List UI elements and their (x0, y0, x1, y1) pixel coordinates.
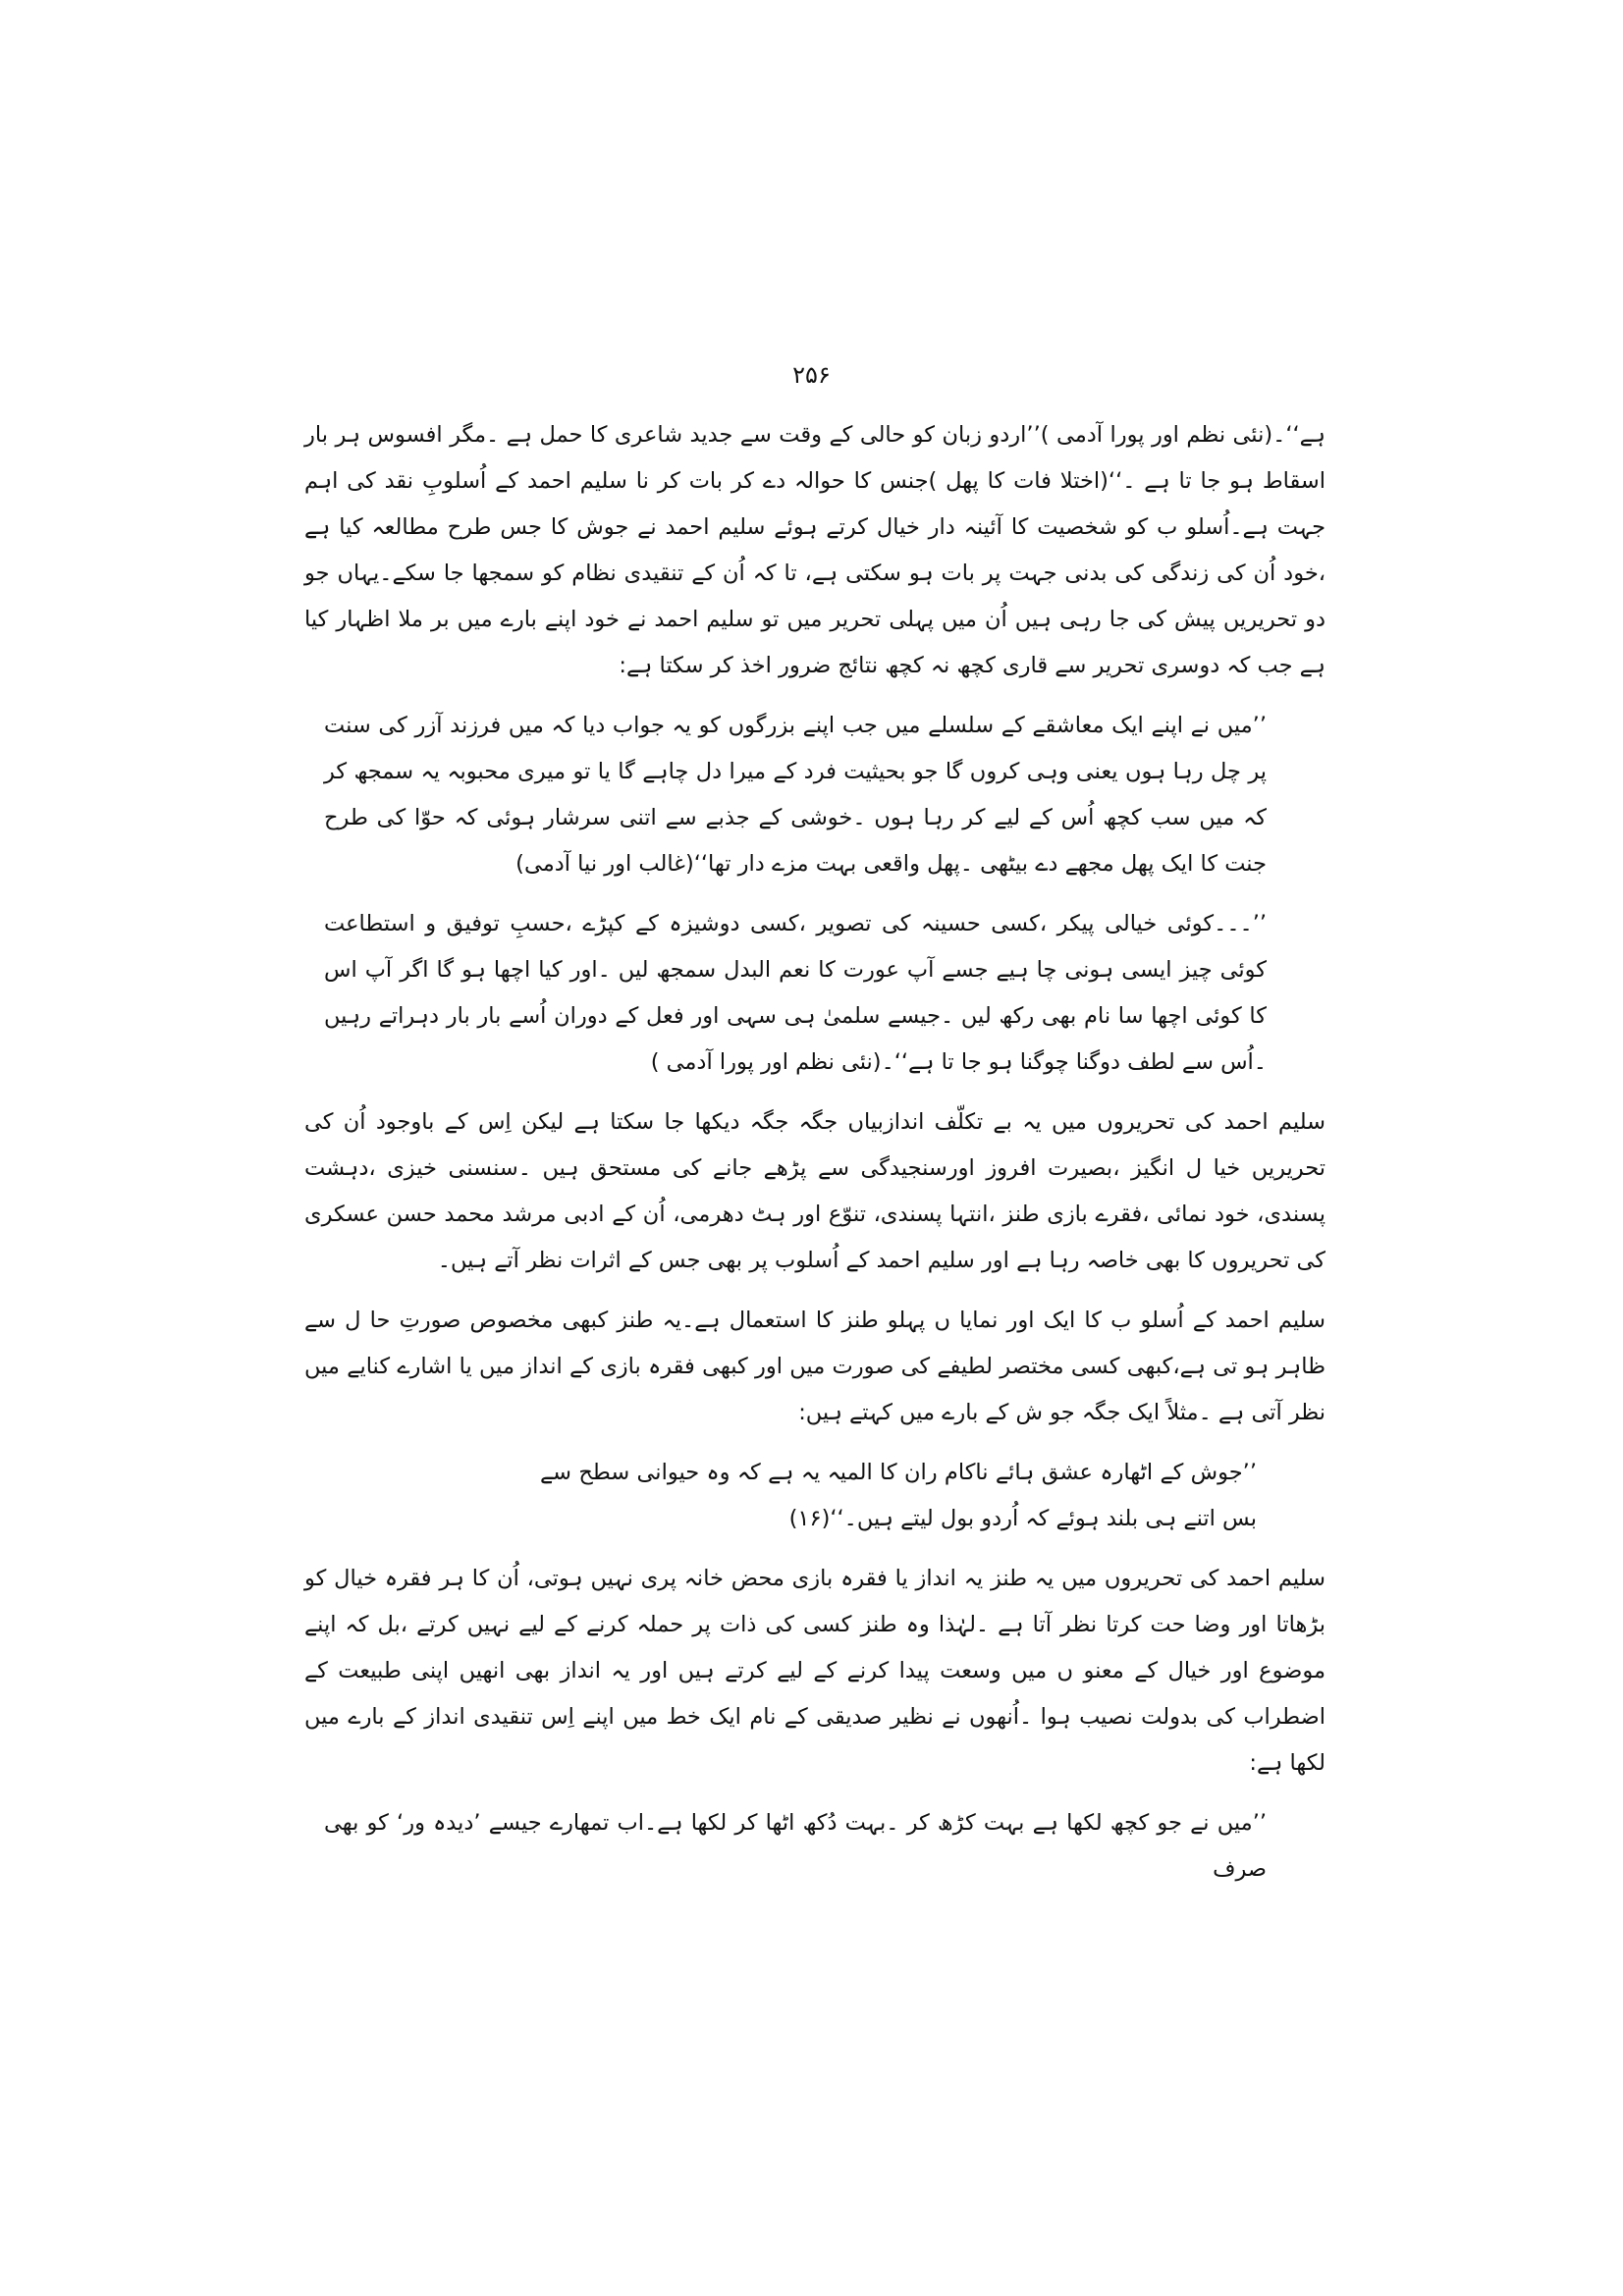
paragraph-intro: ہے‘‘۔(نئی نظم اور پورا آدمی )’’اردو زبان کو حالی کے وقت سے جدید شاعری کا حمل ہے ۔مگر افسوس ہر بار اسقاط ہو جا تا ہے ۔‘‘(اختلا فات کا پھل )جنس کا حوالہ دے کر بات کر نا سلیم احمد کے اُسلوبِ نقد کی اہم جہت ہے۔اُسلو ب کو شخصیت کا آئینہ دار خیال کرتے ہوئے سلیم احمد نے جوش کا جس طرح مطالعہ کیا ہے ،خود اُن کی زندگی کی بدنی جہت پر بات ہو سکتی ہے، تا کہ اُن کے تنقیدی نظام کو سمجھا جا سکے۔یہاں جو دو تحریریں پیش کی جا رہی ہیں اُن میں پہلی تحریر میں تو سلیم احمد نے خود اپنے بارے میں بر ملا اظہار کیا ہے جب کہ دوسری تحریر سے قاری کچھ نہ کچھ نتائج ضرور اخذ کر سکتا ہے: (304, 422, 1325, 678)
quote-letter: ’’میں نے جو کچھ لکھا ہے بہت کڑھ کر ۔بہت دُکھ اٹھا کر لکھا ہے۔اب تمھارے جیسے ’دیدہ ور‘ کو بھی صرف (324, 1810, 1267, 1882)
quote-ghalib: ’’میں نے اپنے ایک معاشقے کے سلسلے میں جب اپنے بزرگوں کو یہ جواب دیا کہ میں فرزند آزر کی سنت پر چل رہا ہوں یعنی وہی کروں گا جو بحیثیت فرد کے میرا دل چاہے گا یا تو میری محبوبہ یہ سمجھ کر کہ میں سب کچھ اُس کے لیے کر رہا ہوں ۔خوشی کے جذبے سے اتنی سرشار ہوئی کہ حوّا کی طرح جنت کا ایک پھل مجھے دے بیٹھی ۔پھل واقعی بہت مزے دار تھا‘‘(غالب اور نیا آدمی) (324, 713, 1267, 877)
paragraph-style: سلیم احمد کی تحریروں میں یہ بے تکلّف اندازبیاں جگہ جگہ دیکھا جا سکتا ہے لیکن اِس کے باوجود اُن کی تحریریں خیا ل انگیز ،بصیرت افروز اورسنجیدگی سے پڑھے جانے کی مستحق ہیں ۔سنسنی خیزی ،دہشت پسندی، خود نمائی ،فقرے بازی طنز ،انتہا پسندی، تنوّع اور ہٹ دھرمی، اُن کے ادبی مرشد محمد حسن عسکری کی تحریروں کا بھی خاصہ رہا ہے اور سلیم احمد کے اُسلوب پر بھی جس کے اثرات نظر آتے ہیں۔ (304, 1109, 1325, 1273)
paragraph-satire: سلیم احمد کے اُسلو ب کا ایک اور نمایا ں پہلو طنز کا استعمال ہے۔یہ طنز کبھی مخصوص صورتِ حا ل سے ظاہر ہو تی ہے،کبھی کسی مختصر لطیفے کی صورت میں اور کبھی فقرہ بازی کے انداز میں یا اشارے کنایے میں نظر آتی ہے ۔مثلاً ایک جگہ جو ش کے بارے میں کہتے ہیں: (304, 1308, 1325, 1425)
quote-josh: ’’جوش کے اٹھارہ عشق ہائے ناکام ران کا المیہ یہ ہے کہ وہ حیوانی سطح سے بس اتنے ہی بلند ہوئے کہ اُردو بول لیتے ہیں۔‘‘(۱۶) (540, 1460, 1257, 1531)
quote-nai-nazm: ’’۔۔۔کوئی خیالی پیکر ،کسی حسینہ کی تصویر ،کسی دوشیزہ کے کپڑے ،حسبِ توفیق و استطاعت کوئی چیز ایسی ہونی چا ہیے جسے آپ عورت کا نعم البدل سمجھ لیں ۔اور کیا اچھا ہو گا اگر آپ اس کا کوئی اچھا سا نام بھی رکھ لیں ۔جیسے سلمیٰ ہی سہی اور فعل کے دوران اُسے بار بار دہراتے رہیں ۔اُس سے لطف دوگنا چوگنا ہو جا تا ہے‘‘۔(نئی نظم اور پورا آدمی ) (324, 911, 1267, 1075)
paragraph-letter: سلیم احمد کی تحریروں میں یہ طنز یہ انداز یا فقرہ بازی محض خانہ پری نہیں ہوتی، اُن کا ہر فقرہ خیال کو بڑھاتا اور وضا حت کرتا نظر آتا ہے ۔لہٰذا وہ طنز کسی کی ذات پر حملہ کرنے کے لیے نہیں کرتے ،بل کہ اپنے موضوع اور خیال کے معنو ں میں وسعت پیدا کرنے کے لیے کرتے ہیں اور یہ انداز بھی انھیں اپنی طبیعت کے اضطراب کی بدولت نصیب ہوا ۔اُنھوں نے نظیر صدیقی کے نام ایک خط میں اپنے اِس تنقیدی انداز کے بارے میں لکھا ہے: (304, 1566, 1325, 1776)
page-number: ۲۵۶ (792, 361, 831, 389)
page-body (304, 412, 1325, 1898)
